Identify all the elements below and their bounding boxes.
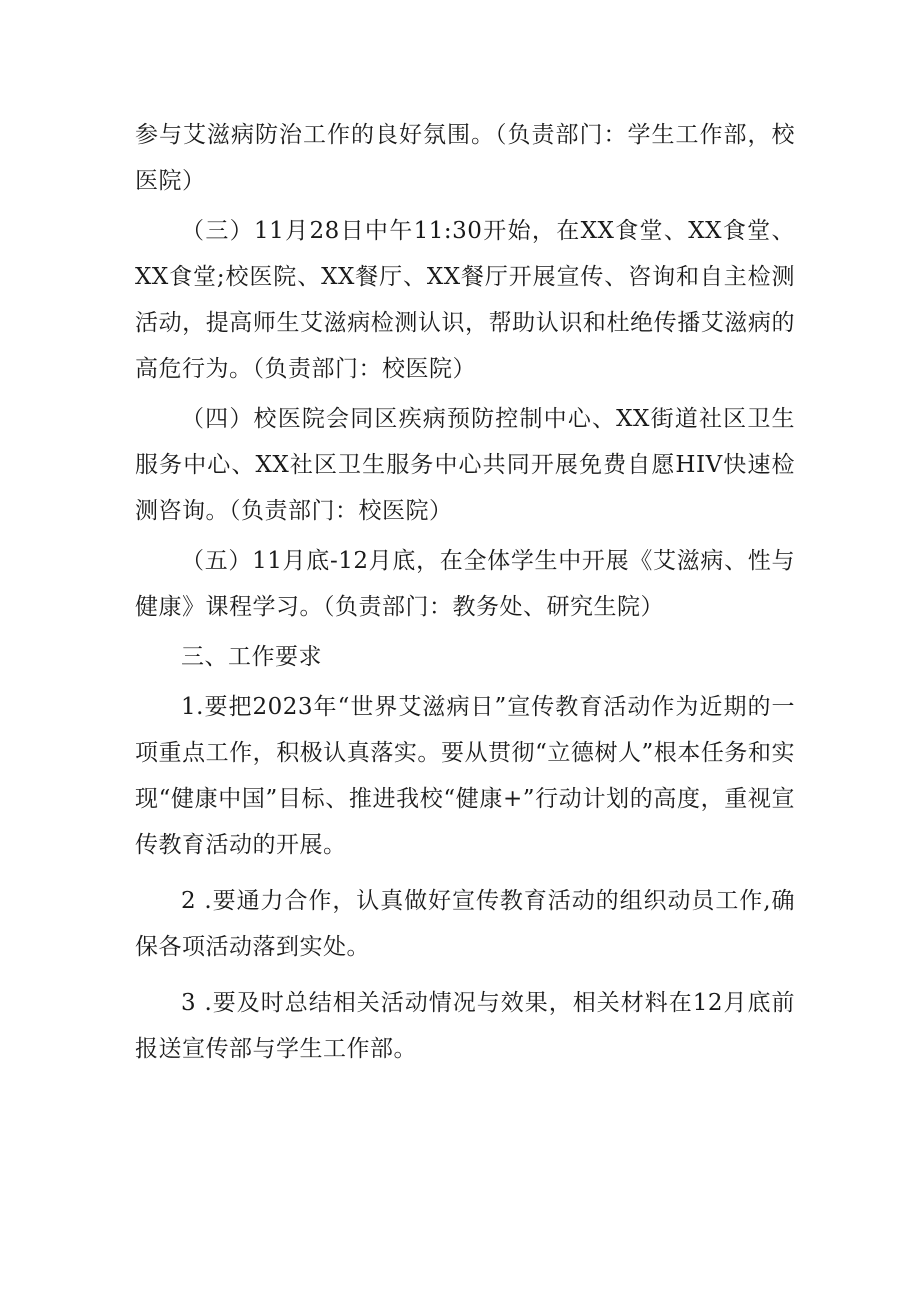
section-heading-work-requirements: 三、工作要求 [181, 644, 322, 670]
paragraph-item-5: （五）11月底-12月底，在全体学生中开展《艾滋病、性与健康》课程学习。（负责部门：教务处、研究生院） [135, 548, 795, 620]
requirement-3: 3 .要及时总结相关活动情况与效果，相关材料在12月底前报送宣传部与学生工作部。 [135, 990, 795, 1062]
requirement-1: 1.要把2023年“世界艾滋病日”宣传教育活动作为近期的一项重点工作，积极认真落实。要从贯彻“立德树人”根本任务和实现“健康中国”目标、推进我校“健康+”行动计划的高度，重视宣传教育活动的开展。 [135, 694, 795, 858]
paragraph-item-3: （三）11月28日中午11:30开始，在XX食堂、XX食堂、XX食堂;校医院、XX餐厅、XX餐厅开展宣传、咨询和自主检测活动，提高师生艾滋病检测认识，帮助认识和杜绝传播艾滋病的高危行为。（负责部门：校医院） [135, 218, 795, 382]
paragraph-continuation: 参与艾滋病防治工作的良好氛围。（负责部门：学生工作部，校医院） [135, 122, 795, 194]
requirement-2: 2 .要通力合作，认真做好宣传教育活动的组织动员工作,确保各项活动落到实处。 [135, 888, 795, 960]
paragraph-item-4: （四）校医院会同区疾病预防控制中心、XX街道社区卫生服务中心、XX社区卫生服务中心共同开展免费自愿HIV快速检测咨询。（负责部门：校医院） [135, 406, 795, 524]
document-body [135, 112, 795, 1072]
